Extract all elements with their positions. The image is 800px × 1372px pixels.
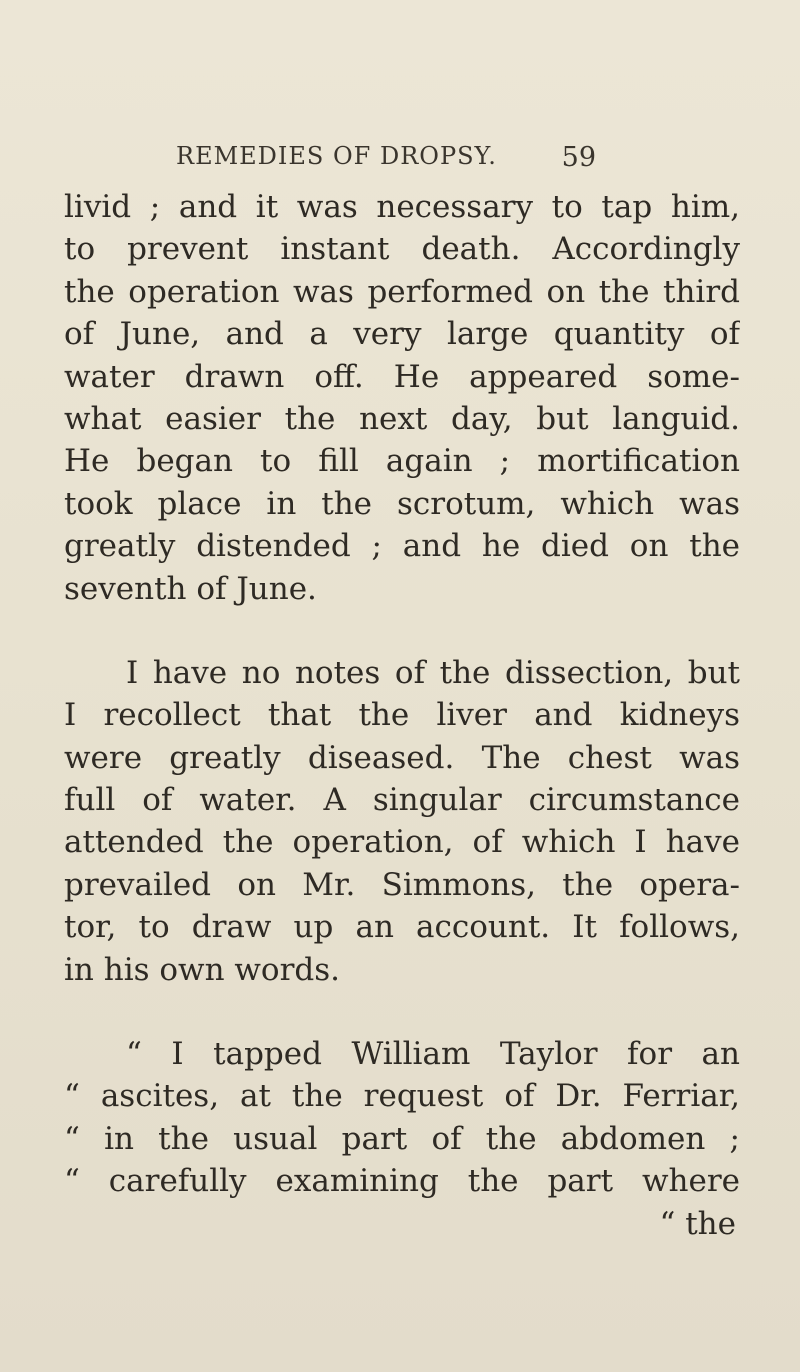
text-line: He began to fill again ; mortification bbox=[64, 443, 740, 480]
paragraph-3-quotation bbox=[64, 1033, 740, 1245]
page-header bbox=[176, 142, 596, 182]
text-line: of June, and a very large quantity of bbox=[64, 316, 740, 353]
text-line: seventh of June. bbox=[64, 570, 317, 607]
text-line: tor, to draw up an account. It follows, bbox=[64, 909, 740, 946]
paragraph-gap bbox=[64, 991, 740, 1033]
text-line: I have no notes of the dissection, but bbox=[126, 654, 740, 691]
text-line: to prevent instant death. Accordingly bbox=[64, 231, 740, 268]
text-line: in his own words. bbox=[64, 951, 341, 988]
text-line: “ ascites, at the request of Dr. Ferriar, bbox=[64, 1078, 740, 1115]
text-line: prevailed on Mr. Simmons, the opera- bbox=[64, 866, 740, 903]
text-line: the operation was performed on the third bbox=[64, 273, 740, 310]
text-line: I recollect that the liver and kidneys bbox=[64, 697, 740, 734]
text-line: took place in the scrotum, which was bbox=[64, 485, 740, 522]
page-number: 59 bbox=[561, 142, 596, 173]
paragraph-2 bbox=[64, 652, 740, 991]
text-line: greatly distended ; and he died on the bbox=[64, 528, 740, 565]
paragraph-gap bbox=[64, 610, 740, 652]
text-line: “ in the usual part of the abdomen ; bbox=[64, 1120, 740, 1157]
body-text bbox=[64, 186, 740, 1245]
text-line: what easier the next day, but languid. bbox=[64, 400, 740, 437]
running-title: REMEDIES OF DROPSY. bbox=[176, 142, 497, 170]
text-line: water drawn off. He appeared some- bbox=[64, 358, 740, 395]
paragraph-1 bbox=[64, 186, 740, 610]
text-line: full of water. A singular circumstance bbox=[64, 782, 740, 819]
text-line: livid ; and it was necessary to tap him, bbox=[64, 189, 740, 225]
text-line: “ carefully examining the part where bbox=[64, 1163, 740, 1200]
catchword: “ the bbox=[659, 1205, 736, 1242]
text-line: attended the operation, of which I have bbox=[64, 824, 740, 861]
text-line: were greatly diseased. The chest was bbox=[64, 739, 740, 776]
text-line: “ I tapped William Taylor for an bbox=[126, 1036, 740, 1073]
